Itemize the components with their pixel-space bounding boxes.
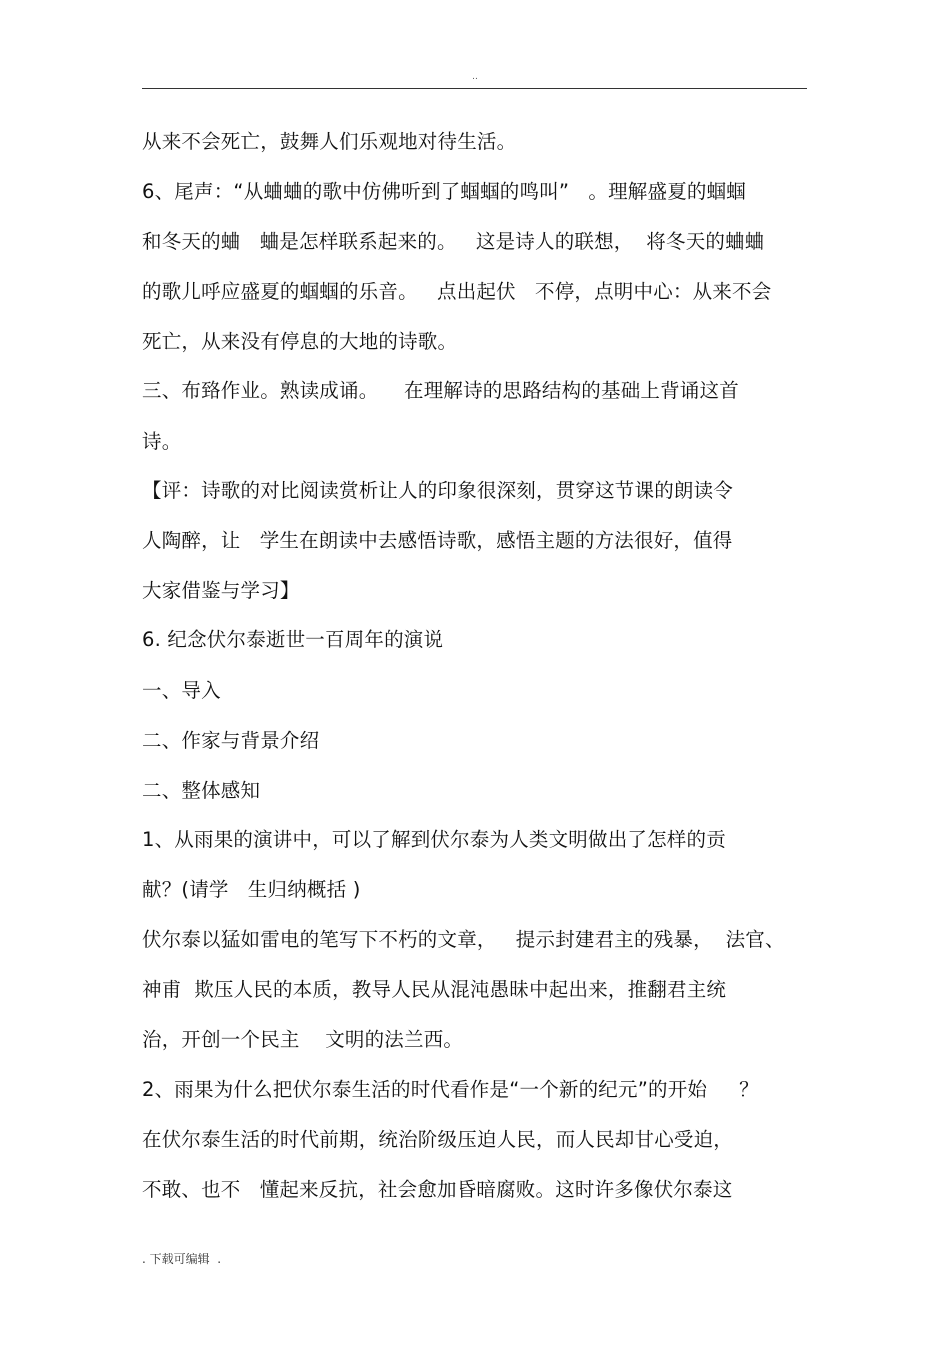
text-line: 6、尾声：“从蛐蛐的歌中仿佛听到了蝈蝈的鸣叫” 。理解盛夏的蝈蝈 — [142, 180, 747, 203]
text-line: 诗。 — [142, 430, 182, 453]
page-footer: . 下载可编辑 . — [142, 1252, 222, 1266]
text-line: 和冬天的蛐 蛐是怎样联系起来的。 这是诗人的联想， 将冬天的蛐蛐 — [142, 230, 765, 253]
header-rule — [142, 88, 807, 89]
review-line: 【评：诗歌的对比阅读赏析让人的印象很深刻，贯穿这节课的朗读令 — [142, 479, 734, 502]
text-line: 死亡，从来没有停息的大地的诗歌。 — [142, 330, 458, 353]
question-line: 2、雨果为什么把伏尔泰生活的时代看作是“一个新的纪元”的开始 ？ — [142, 1078, 759, 1101]
question-line: 献？(请学 生归纳概括 ) — [142, 878, 361, 901]
answer-line: 不敢、也不 懂起来反抗，社会愈加昏暗腐败。这时许多像伏尔泰这 — [142, 1178, 733, 1201]
answer-line: 治，开创一个民主 文明的法兰西。 — [142, 1028, 464, 1051]
text-line: 从来不会死亡，鼓舞人们乐观地对待生活。 — [142, 130, 517, 153]
text-line: 三、布臵作业。熟读成诵。 在理解诗的思路结构的基础上背诵这首 — [142, 379, 739, 402]
review-line: 大家借鉴与学习】 — [142, 579, 300, 602]
review-line: 人陶醉，让 学生在朗读中去感悟诗歌，感悟主题的方法很好，值得 — [142, 529, 733, 552]
answer-line: 神甫 欺压人民的本质，教导人民从混沌愚昧中起出来，推翻君主统 — [142, 978, 727, 1001]
answer-line: 伏尔泰以猛如雷电的笔写下不朽的文章， 提示封建君主的残暴， 法官、 — [142, 928, 785, 951]
outline-item: 二、作家与背景介绍 — [142, 729, 320, 752]
text-line: 的歌儿呼应盛夏的蝈蝈的乐音。 点出起伏 不停，点明中心：从来不会 — [142, 280, 772, 303]
outline-item: 一、导入 — [142, 679, 221, 702]
outline-item: 二、整体感知 — [142, 779, 261, 802]
page-header-mark: .. — [472, 72, 478, 82]
answer-line: 在伏尔泰生活的时代前期，统治阶级压迫人民，而人民却甘心受迫， — [142, 1128, 734, 1151]
section-title: 6. 纪念伏尔泰逝世一百周年的演说 — [142, 628, 444, 651]
question-line: 1、从雨果的演讲中，可以了解到伏尔泰为人类文明做出了怎样的贡 — [142, 828, 726, 851]
